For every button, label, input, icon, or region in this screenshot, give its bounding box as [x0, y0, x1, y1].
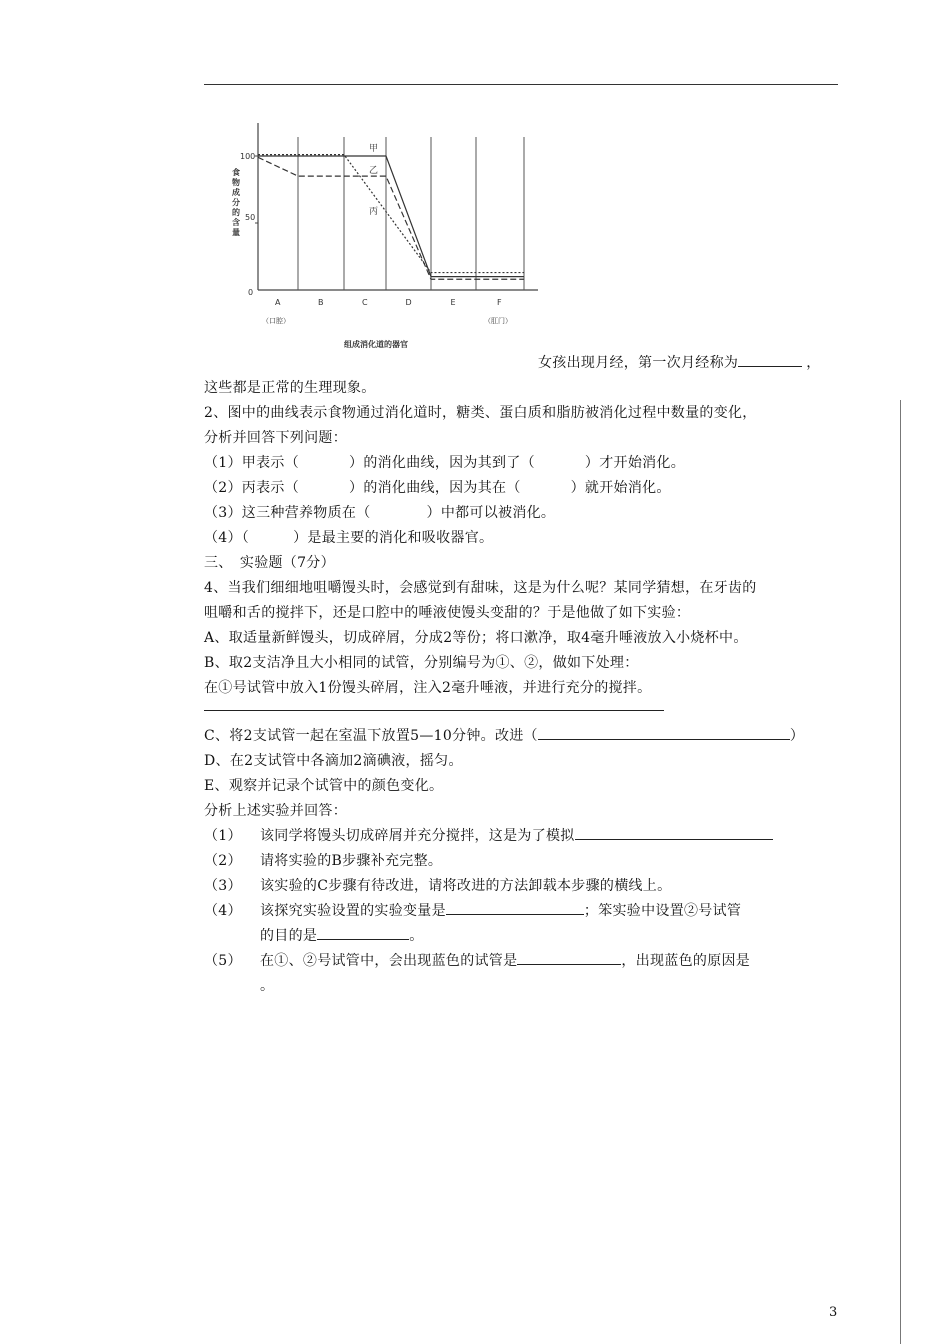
answer-2: （2） 请将实验的B步骤补充完整。	[204, 853, 443, 869]
series-label-jia: 甲	[369, 144, 379, 154]
step-d: D、在2支试管中各滴加2滴碘液，摇匀。	[204, 753, 463, 769]
x-category-F: F	[497, 298, 502, 307]
x-category-C: C	[362, 298, 368, 307]
answer-1: （1） 该同学将馒头切成碎屑并充分搅拌，这是为了模拟	[204, 825, 773, 845]
series-label-yi: 乙	[369, 166, 379, 176]
q2-intro-a: 2、图中的曲线表示食物通过消化道时，糖类、蛋白质和脂肪被消化过程中数量的变化，	[204, 405, 757, 421]
answer-5: （5） 在①、②号试管中，会出现蓝色的试管是 ，出现蓝色的原因是	[204, 953, 751, 969]
analyze-heading: 分析上述实验并回答：	[204, 803, 347, 819]
page-number: 3	[829, 1305, 838, 1320]
y-tick-100: 100	[240, 152, 256, 161]
step-b-blank	[204, 698, 664, 715]
margin-rule	[900, 400, 901, 1344]
x-axis-label: 组成消化道的器官	[344, 340, 408, 349]
q4-intro-b: 咀嚼和舌的搅拌下，还是口腔中的唾液使馒头变甜的？于是他做了如下实验：	[204, 605, 691, 621]
digestion-chart	[226, 115, 556, 355]
y-axis-label: 食物成分的含量	[232, 168, 240, 237]
answer-4: （4） 该探究实验设置的实验变量是 ；笨实验中设置②号试管	[204, 903, 742, 919]
header-rule	[204, 84, 838, 85]
q4-intro-a: 4、当我们细细地咀嚼馒头时，会感觉到有甜味，这是为什么呢？某同学猜想，在牙齿的	[204, 580, 757, 596]
x-category-A: A	[275, 298, 281, 307]
q2-item-3: （3）这三种营养物质在（ ）中都可以被消化。	[204, 505, 556, 521]
step-b-detail: 在①号试管中放入1份馒头碎屑，注入2毫升唾液，并进行充分的搅拌。	[204, 680, 652, 696]
x-sublabel-F: （肛门）	[484, 317, 512, 325]
answer-4-cont: 的目的是 。	[260, 928, 424, 944]
q2-item-4: （4）（ ）是最主要的消化和吸收器官。	[204, 530, 494, 546]
x-category-E: E	[450, 298, 456, 307]
y-tick-50: 50	[245, 213, 256, 222]
x-category-B: B	[318, 298, 324, 307]
q2-item-2: （2）丙表示（ ）的消化曲线，因为其在（ ）就开始消化。	[204, 480, 671, 496]
answer-5-cont: 。	[260, 978, 275, 994]
q2-intro-b: 分析并回答下列问题：	[204, 430, 347, 446]
answer-3: （3） 该实验的C步骤有待改进，请将改进的方法卸载本步骤的横线上。	[204, 878, 672, 894]
section-3-heading: 三、 实验题（7分）	[204, 555, 335, 571]
q2-item-1: （1）甲表示（ ）的消化曲线，因为其到了（ ）才开始消化。	[204, 455, 686, 471]
x-sublabel-A: （口腔）	[262, 317, 290, 325]
step-c: C、将2支试管一起在室温下放置5—10分钟。改进（ ）	[204, 728, 805, 744]
step-a: A、取适量新鲜馒头，切成碎屑，分成2等份；将口漱净，取4毫升唾液放入小烧杯中。	[204, 630, 748, 646]
x-category-D: D	[405, 298, 412, 307]
series-label-bing: 丙	[369, 207, 379, 217]
line-normal: 这些都是正常的生理现象。	[204, 380, 376, 396]
step-e: E、观察并记录个试管中的颜色变化。	[204, 778, 444, 794]
line-menarche: 女孩出现月经，第一次月经称为 ，	[538, 355, 821, 371]
y-tick-0: 0	[248, 288, 254, 297]
step-b: B、取2支洁净且大小相同的试管，分别编号为①、②，做如下处理：	[204, 655, 639, 671]
